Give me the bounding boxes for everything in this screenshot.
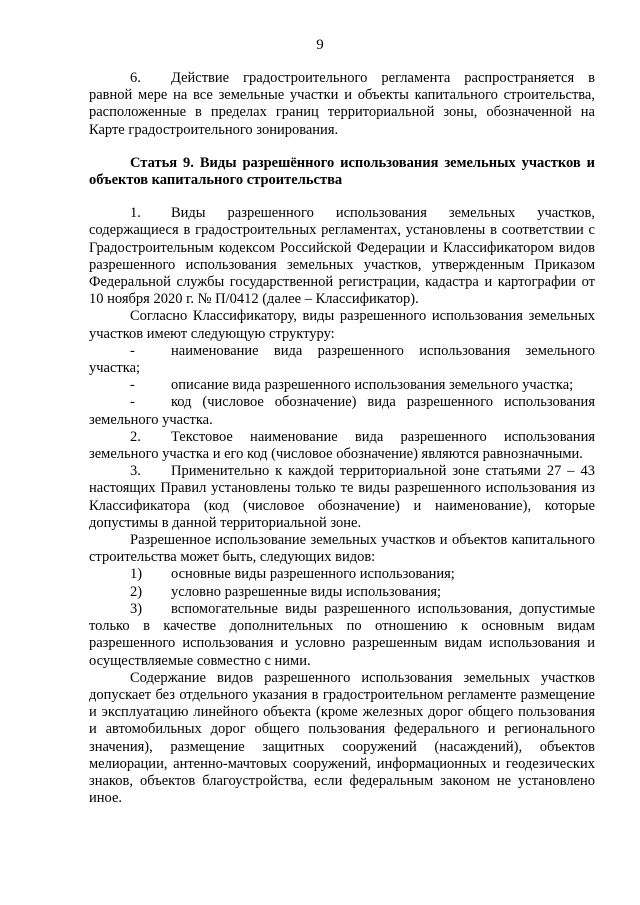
item-dash: - (130, 394, 135, 411)
list-item (89, 377, 595, 394)
paragraph-text: Виды разрешенного использования земельных участков, содержащиеся в градостроительных регламентах, установлены в соответствии с Градостроительным кодексом Российской Федерации и Классификатором видов разрешенного использования земельных участков, утвержденным Приказом Федеральной службы государственной регистрации, кадастра и картографии от 10 ноября 2020 г. № П/0412 (далее – Классификатор). (89, 205, 595, 308)
page-number: 9 (316, 37, 324, 53)
item-number: 1) (130, 566, 143, 583)
item-number: 1. (130, 205, 141, 222)
list-item (89, 394, 595, 428)
paragraph-structure: Согласно Классификатору, виды разрешенного использования земельных участков имеют следующую структуру: (89, 308, 595, 342)
article-heading: Статья 9. Виды разрешённого использования земельных участков и объектов капитального строительства (89, 154, 595, 189)
list-item (89, 343, 595, 377)
paragraph-1 (89, 205, 595, 308)
list-item-text: описание вида разрешенного использования земельного участка; (171, 377, 574, 394)
list-item-text: наименование вида разрешенного использования земельного участка; (89, 342, 595, 377)
list-item (89, 601, 595, 670)
item-number: 3. (130, 463, 141, 480)
paragraph-text: Действие градостроительного регламента распространяется в равной мере на все земельные участки и объекты капитального строительства, расположенные в пределах границ территориальной зоны, обозначенной на Карте градостроительного зонирования. (89, 70, 595, 138)
paragraph-text: Применительно к каждой территориальной зоне статьями 27 – 43 настоящих Правил установлены только те виды разрешенного использования из Классификатора (код (числовое обозначение) и наименование), которые допустимы в данной территориальной зоне. (89, 463, 595, 531)
paragraph-6 (89, 70, 595, 139)
list-item-text: основные виды разрешенного использования; (171, 566, 455, 583)
item-number: 6. (130, 70, 141, 86)
document-body (89, 70, 595, 807)
item-number: 2) (130, 583, 143, 600)
list-item-text: код (числовое обозначение) вида разрешенного использования земельного участка. (89, 394, 595, 428)
item-number: 2. (130, 428, 141, 445)
paragraph-usage-types: Разрешенное использование земельных участков и объектов капитального строительства может быть, следующих видов: (89, 532, 595, 566)
item-number: 3) (130, 600, 143, 617)
list-item-text: условно разрешенные виды использования; (171, 583, 442, 600)
paragraph-2 (89, 429, 595, 463)
paragraph-content: Содержание видов разрешенного использования земельных участков допускает без отдельного указания в градостроительном регламенте размещение и эксплуатацию линейного объекта (кроме железных дорог общего пользования и автомобильных дорог общего пользования федерального и регионального значения), размещение защитных сооружений (насаждений), объектов мелиорации, антенно-мачтовых сооружений, информационных и геодезических знаков, объектов благоустройства, если федеральным законом не установлено иное. (89, 669, 595, 807)
list-item (89, 566, 595, 583)
item-dash: - (130, 377, 135, 394)
item-dash: - (130, 342, 135, 359)
list-item-text: вспомогательные виды разрешенного использования, допустимые только в качестве дополнительных по отношению к основным видам разрешенного использования и условно разрешенным видам использования и осуществляемые совместно с ними. (89, 600, 595, 669)
list-item (89, 584, 595, 601)
paragraph-3 (89, 463, 595, 532)
paragraph-text: Текстовое наименование вида разрешенного использования земельного участка и его код (числовое обозначение) являются равнозначными. (89, 428, 595, 463)
